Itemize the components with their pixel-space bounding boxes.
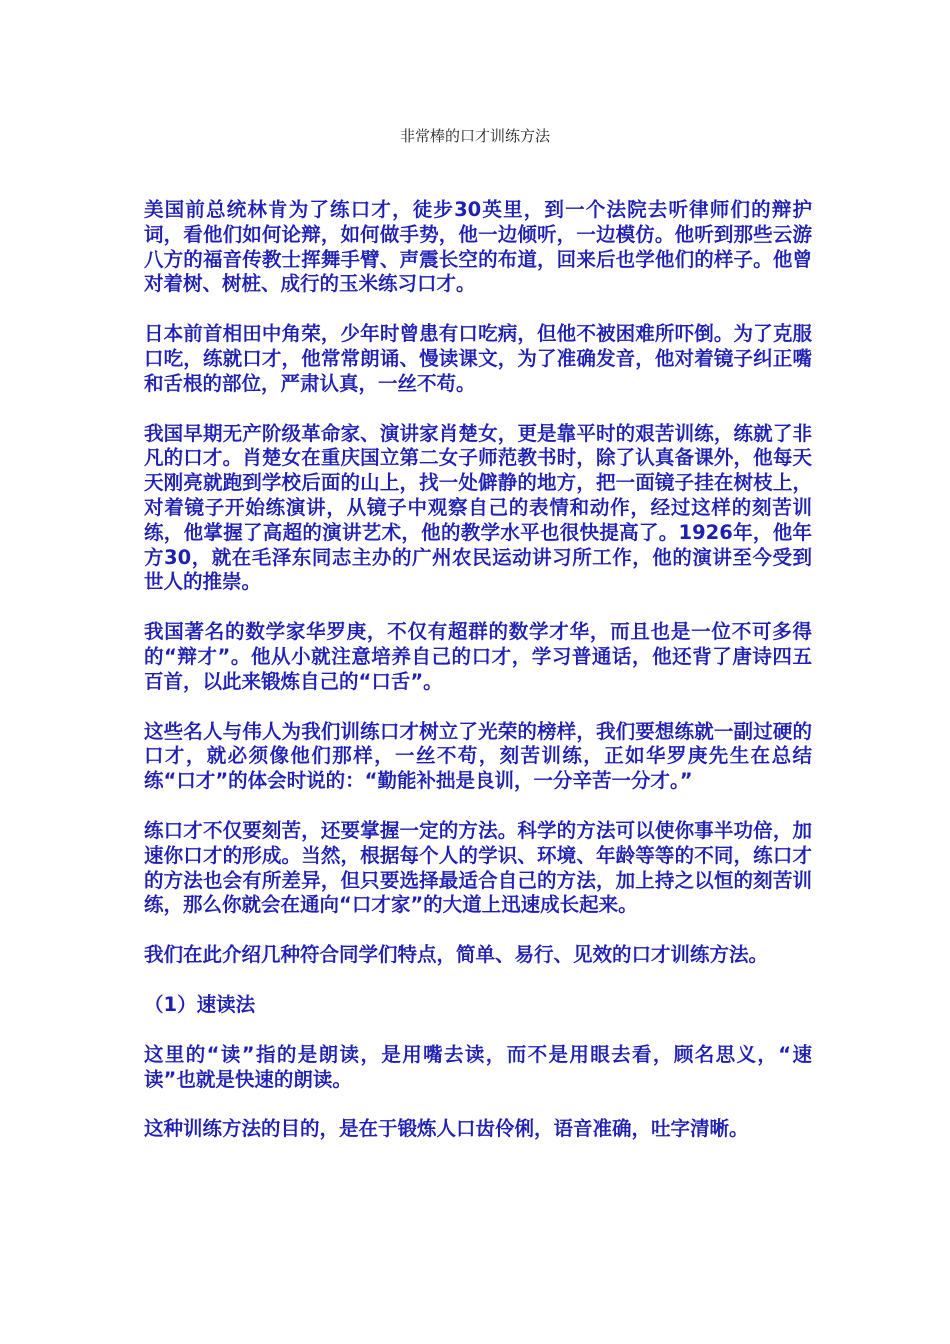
section-heading-speed-reading: （1）速读法 bbox=[144, 992, 256, 1016]
paragraph-speed-reading-purpose: 这种训练方法的目的，是在于锻炼人口齿伶俐，语音准确，吐字清晰。 bbox=[144, 1117, 749, 1141]
paragraph-introduction: 我们在此介绍几种符合同学们特点，简单、易行、见效的口才训练方法。 bbox=[144, 943, 769, 967]
paragraph-tanaka: 日本前首相田中角荣，少年时曾患有口吃病，但他不被困难所吓倒。为了克服口吃，练就口才，他常常朗诵、慢读课文，为了准确发音，他对着镜子纠正嘴和舌根的部位，严肃认真，一丝不苟。 bbox=[144, 322, 812, 395]
paragraph-speed-reading-definition: 这里的“读”指的是朗读，是用嘴去读，而不是用眼去看，顾名思义，“速读”也就是快速的朗读。 bbox=[144, 1042, 812, 1091]
paragraph-lincoln: 美国前总统林肯为了练口才，徒步30英里，到一个法院去听律师们的辩护词，看他们如何论辩，如何做手势，他一边倾听，一边模仿。他听到那些云游八方的福音传教士挥舞手臂、声震长空的布道，回来后也学他们的样子。他曾对着树、树桩、成行的玉米练习口才。 bbox=[144, 198, 812, 296]
paragraph-role-models: 这些名人与伟人为我们训练口才树立了光荣的榜样，我们要想练就一副过硬的口才，就必须像他们那样，一丝不苟，刻苦训练，正如华罗庚先生在总结练“口才”的体会时说的：“勤能补拙是良训，一分辛苦一分才。” bbox=[144, 719, 812, 793]
paragraph-xiao-chunu: 我国早期无产阶级革命家、演讲家肖楚女，更是靠平时的艰苦训练，练就了非凡的口才。肖楚女在重庆国立第二女子师范教书时，除了认真备课外，他每天天刚亮就跑到学校后面的山上，找一处僻静的地方，把一面镜子挂在树枝上，对着镜子开始练演讲，从镜子中观察自己的表情和动作，经过这样的刻苦训练，他掌握了高超的演讲艺术，他的教学水平也很快提高了。1926年，他年方30，就在毛泽东同志主办的广州农民运动讲习所工作，他的演讲至今受到世人的推崇。 bbox=[144, 421, 812, 594]
paragraph-hua-luogeng: 我国著名的数学家华罗庚，不仅有超群的数学才华，而且也是一位不可多得的“辩才”。他从小就注意培养自己的口才，学习普通话，他还背了唐诗四五百首，以此来锻炼自己的“口舌”。 bbox=[144, 620, 812, 693]
paragraph-methods: 练口才不仅要刻苦，还要掌握一定的方法。科学的方法可以使你事半功倍，加速你口才的形成。当然，根据每个人的学识、环境、年龄等等的不同，练口才的方法也会有所差异，但只要选择最适合自己的方法，加上持之以恒的刻苦训练，那么你就会在通向“口才家”的大道上迅速成长起来。 bbox=[144, 818, 812, 917]
document-body bbox=[144, 198, 812, 1167]
document-title: 非常棒的口才训练方法 bbox=[399, 127, 550, 145]
